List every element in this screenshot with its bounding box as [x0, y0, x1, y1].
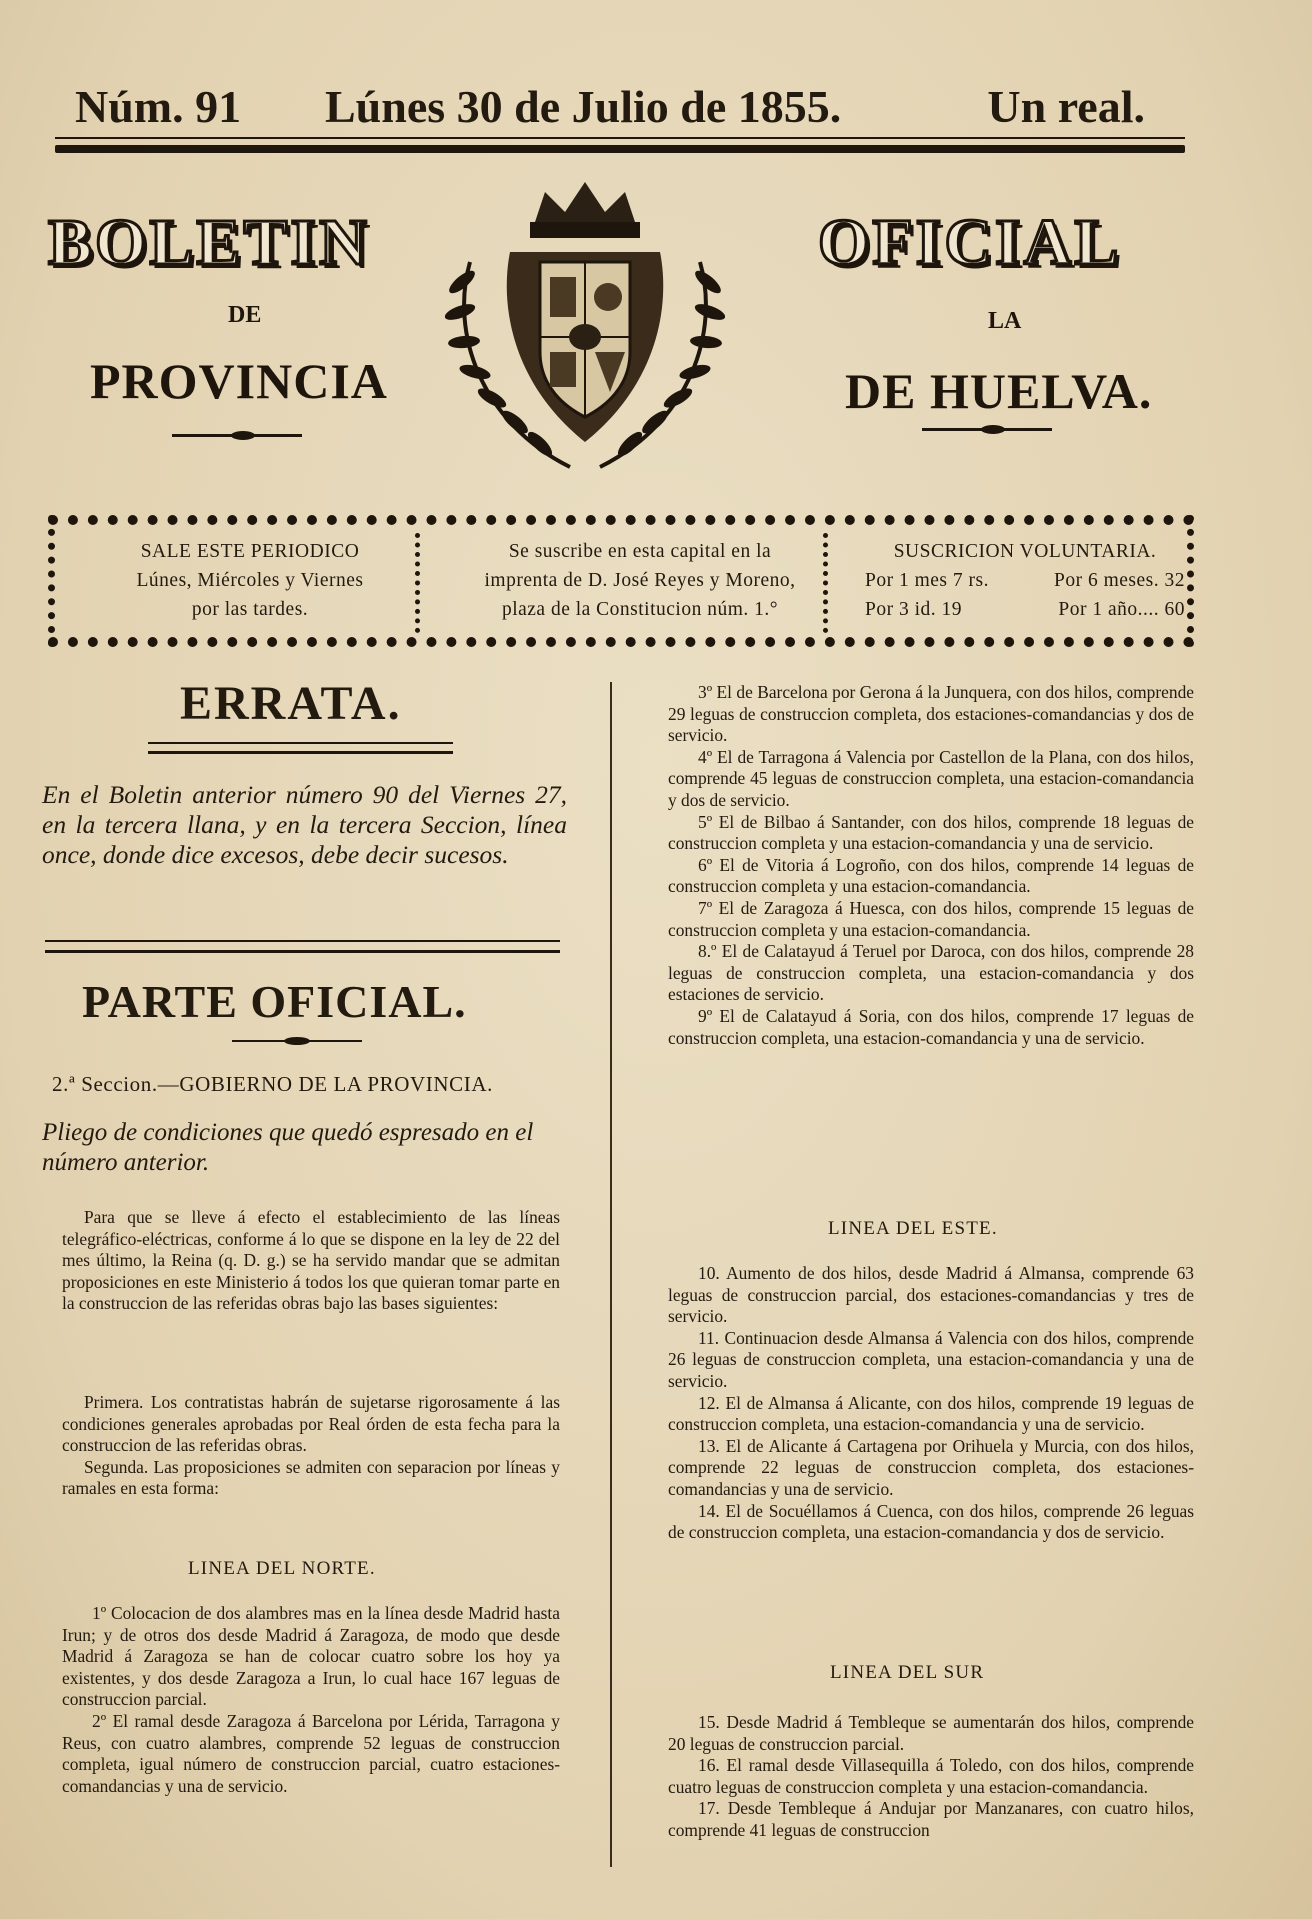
- price-cell: Por 1 mes 7 rs.: [865, 570, 989, 591]
- list-item: 5º El de Bilbao á Santander, con dos hilos, comprende 18 leguas de construccion completa y una estacion-comandancia y una de servicio.: [668, 811, 1194, 854]
- list-item: 3º El de Barcelona por Gerona á la Junquera, con dos hilos, comprende 29 leguas de construccion completa, dos estaciones-comandancias y dos de servicio.: [668, 682, 1194, 746]
- location-line: plaza de la Constitucion núm. 1.°: [501, 599, 779, 620]
- linea-norte-items: [62, 1603, 560, 1797]
- list-item: 17. Desde Tembleque á Andujar por Manzanares, con cuatro hilos, comprende 41 leguas de construccion: [668, 1798, 1194, 1840]
- list-item: 9º El de Calatayud á Soria, con dos hilos, comprende 17 leguas de construccion completa, una estacion-comandancia y una de servicio.: [668, 1005, 1194, 1048]
- errata-text: En el Boletin anterior número 90 del Viernes 27, en la tercera llana, y en la tercera Seccion, línea once, donde dice excesos, debe decir sucesos.: [42, 780, 567, 869]
- list-item: 16. El ramal desde Villasequilla á Toledo, con dos hilos, comprende cuatro leguas de construccion completa y una estacion-comandancia.: [668, 1755, 1194, 1797]
- schedule-line: por las tardes.: [191, 599, 309, 620]
- issue-date: Lúnes 30 de Julio de 1855.: [325, 81, 842, 132]
- ornament-right: [922, 428, 1052, 431]
- list-item: 14. El de Socuéllamos á Cuenca, con dos hilos, comprende 26 leguas de construccion completa, una estacion-comandancia y dos de servicio.: [668, 1500, 1194, 1543]
- location-line: Se suscribe en esta capital en la: [508, 541, 772, 562]
- section-heading: 2.ª Seccion.—GOBIERNO DE LA PROVINCIA.: [52, 1072, 493, 1096]
- ramales-items: [668, 682, 1194, 1049]
- list-item: 13. El de Alicante á Cartagena por Orihuela y Murcia, con dos hilos, comprende 22 leguas de construccion completa, dos estaciones-comandancias y una de servicio.: [668, 1435, 1194, 1499]
- masthead-huelva: DE HUELVA.: [845, 363, 1153, 419]
- linea-este-heading: LINEA DEL ESTE.: [828, 1218, 998, 1239]
- list-item: 8.º El de Calatayud á Teruel por Daroca, con dos hilos, comprende 28 leguas de construccion completa, una estacion-comandancia y dos estaciones de servicio.: [668, 941, 1194, 1005]
- linea-norte-heading: LINEA DEL NORTE.: [188, 1558, 376, 1579]
- prices-title: SUSCRICION VOLUNTARIA.: [893, 541, 1157, 562]
- ornament-left: [172, 434, 302, 437]
- dateline: [55, 80, 1185, 140]
- linea-este-items: [668, 1263, 1194, 1544]
- section-rule: [45, 940, 560, 953]
- price-row: [855, 566, 1195, 595]
- subscription-box: [48, 515, 1194, 647]
- price-cell: Por 3 id. 19: [865, 599, 963, 620]
- header-rule-thin: [55, 137, 1185, 139]
- price-cell: Por 6 meses. 32: [1054, 570, 1185, 591]
- list-item: 11. Continuacion desde Almansa á Valencia con dos hilos, comprende 26 leguas de construccion completa, una estacion-comandancia y una de servicio.: [668, 1327, 1194, 1391]
- list-item: 15. Desde Madrid á Tembleque se aumentarán dos hilos, comprende 20 leguas de construccion parcial.: [668, 1712, 1194, 1754]
- subscription-location: [440, 537, 840, 624]
- schedule-line: SALE ESTE PERIODICO: [140, 541, 360, 562]
- masthead-provincia: PROVINCIA: [90, 353, 388, 409]
- coat-of-arms-icon: [430, 182, 740, 482]
- issue-number: Núm. 91: [75, 81, 242, 132]
- list-item: 6º El de Vitoria á Logroño, con dos hilos, comprende 14 leguas de construccion completa y una estacion-comandancia.: [668, 854, 1194, 897]
- box-divider: [823, 533, 833, 633]
- parte-ornament: [232, 1040, 362, 1042]
- list-item: 4º El de Tarragona á Valencia por Castellon de la Plana, con dos hilos, comprende 45 leguas de construccion completa, una estacion-comandancia y dos de servicio.: [668, 746, 1194, 810]
- subscription-prices: [855, 537, 1195, 624]
- paragraph: Segunda. Las proposiciones se admiten con separacion por líneas y ramales en esta forma:: [62, 1456, 560, 1499]
- price-cell: Por 1 año.... 60: [1058, 599, 1185, 620]
- list-item: 1º Colocacion de dos alambres mas en la línea desde Madrid hasta Irun; y de otros dos desde Madrid á Zaragoza, de modo que desde Madrid á Zaragoza se han de colocar cuatro sobre los hoy ya existentes, y dos desde Zaragoza a Irun, lo cual hace 167 leguas de construccion parcial.: [62, 1603, 560, 1710]
- header-rule-thick: [55, 145, 1185, 153]
- list-item: 7º El de Zaragoza á Huesca, con dos hilos, comprende 15 leguas de construccion completa y una estacion-comandancia.: [668, 897, 1194, 940]
- paragraph: Para que se lleve á efecto el establecimiento de las líneas telegráfico-eléctricas, conforme á lo que se dispone en la ley de 22 del mes último, la Reina (q. D. g.) se ha servido mandar que se admitan proposiciones en este Ministerio á todos los que quieran tomar parte en la construccion de las referidas obras bajo las bases siguientes:: [62, 1207, 560, 1314]
- box-divider: [415, 533, 425, 633]
- errata-title: ERRATA.: [180, 677, 402, 730]
- masthead-la: LA: [988, 308, 1022, 334]
- location-line: imprenta de D. José Reyes y Moreno,: [484, 570, 796, 591]
- list-item: 12. El de Almansa á Alicante, con dos hilos, comprende 19 leguas de construccion completa, una estacion-comandancia y una de servicio.: [668, 1392, 1194, 1435]
- price-row: [855, 595, 1195, 624]
- publication-schedule: [75, 537, 425, 624]
- masthead-oficial: OFICIAL: [818, 206, 1122, 279]
- errata-rule: [148, 742, 453, 754]
- schedule-line: Lúnes, Miércoles y Viernes: [136, 570, 364, 591]
- column-separator: [610, 682, 612, 1867]
- intro-paragraph: [62, 1207, 560, 1315]
- paragraph: Primera. Los contratistas habrán de sujetarse rigorosamente á las condiciones generales aprobadas por Real órden de esta fecha para la construccion de las referidas obras.: [62, 1392, 560, 1456]
- conditions-paragraphs: [62, 1392, 560, 1500]
- linea-sur-heading: LINEA DEL SUR: [830, 1662, 985, 1683]
- list-item: 2º El ramal desde Zaragoza á Barcelona por Lérida, Tarragona y Reus, con cuatro alambres, comprende 52 leguas de construccion completa, igual número de construccion parcial, cuatro estaciones-comandancias y una de servicio.: [62, 1710, 560, 1796]
- parte-oficial-title: PARTE OFICIAL.: [82, 976, 467, 1027]
- linea-sur-items: [668, 1712, 1194, 1842]
- masthead-de: DE: [228, 302, 262, 328]
- list-item: 10. Aumento de dos hilos, desde Madrid á Almansa, comprende 63 leguas de construccion parcial, dos estaciones-comandancias y tres de servicio.: [668, 1263, 1194, 1327]
- pliego-heading: Pliego de condiciones que quedó espresado en el número anterior.: [42, 1119, 534, 1176]
- issue-price: Un real.: [987, 81, 1145, 132]
- masthead-boletin: BOLETIN: [48, 206, 370, 279]
